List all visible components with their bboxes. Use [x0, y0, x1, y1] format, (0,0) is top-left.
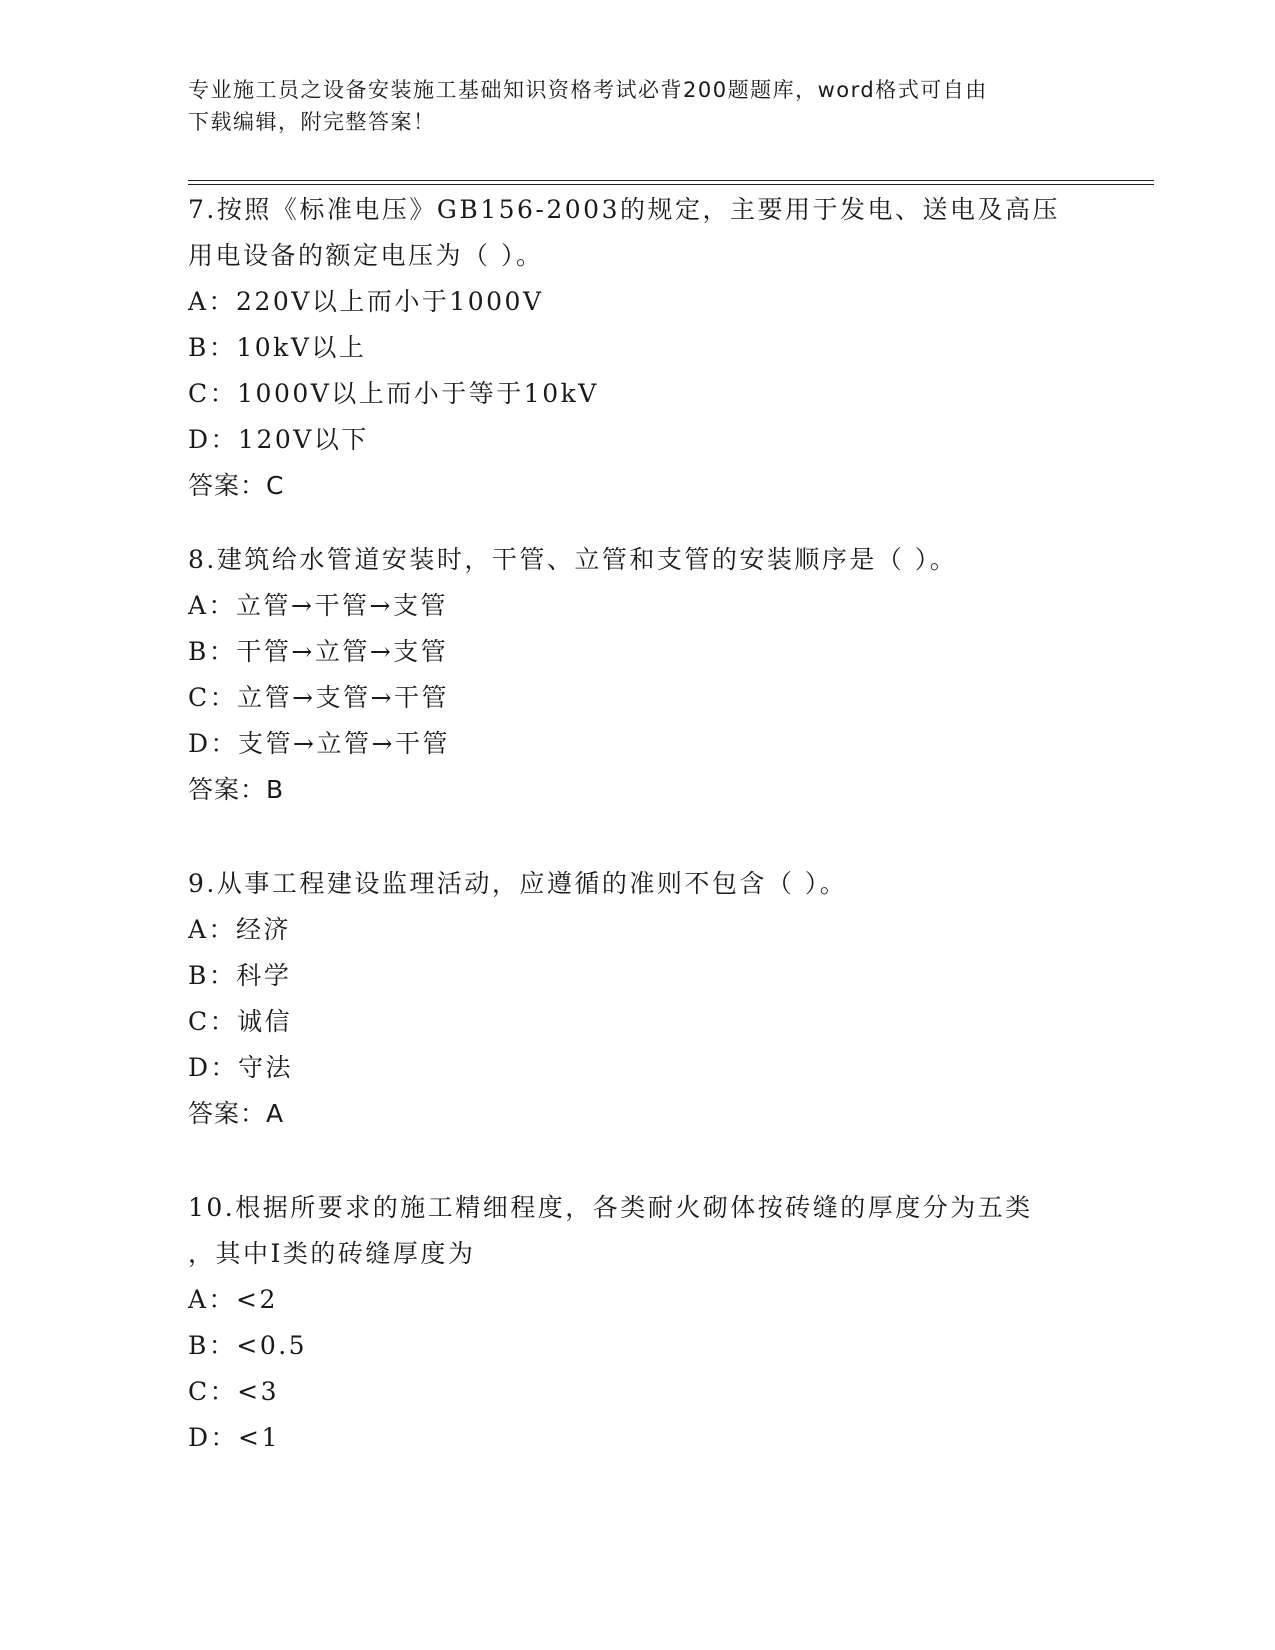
header-line-2: 下载编辑，附完整答案！ — [188, 110, 436, 134]
question-8 — [188, 537, 1078, 813]
answer-label: 答案：A — [188, 1099, 285, 1128]
option-d: D：120V以下 — [188, 425, 369, 454]
option-c: C：1000V以上而小于等于10kV — [188, 379, 599, 408]
question-7 — [188, 187, 1078, 509]
option-d: D：支管→立管→干管 — [188, 729, 450, 758]
option-b: B：科学 — [188, 961, 292, 990]
option-d: D：<1 — [188, 1423, 280, 1452]
option-b: B：干管→立管→支管 — [188, 637, 449, 666]
option-a: A：经济 — [188, 915, 292, 944]
header-divider-bottom — [188, 184, 1154, 185]
option-a: A：<2 — [188, 1285, 278, 1314]
question-9 — [188, 861, 1078, 1137]
header-divider-top — [188, 180, 1154, 181]
option-b: B：10kV以上 — [188, 333, 367, 362]
option-b: B：<0.5 — [188, 1331, 308, 1360]
answer-label: 答案：C — [188, 471, 285, 500]
option-c: C：诚信 — [188, 1007, 293, 1036]
question-stem-line: 7.按照《标准电压》GB156-2003的规定，主要用于发电、送电及高压 — [188, 195, 1060, 224]
option-a: A：立管→干管→支管 — [188, 591, 448, 620]
answer-label: 答案：B — [188, 775, 285, 804]
option-d: D：守法 — [188, 1053, 294, 1082]
document-header — [188, 74, 1068, 138]
question-stem-line: 8.建筑给水管道安装时，干管、立管和支管的安装顺序是（ ）。 — [188, 545, 958, 574]
question-stem-line: 用电设备的额定电压为（ ）。 — [188, 241, 544, 270]
question-stem-line: 9.从事工程建设监理活动，应遵循的准则不包含（ ）。 — [188, 869, 848, 898]
question-stem-line: ，其中Ⅰ类的砖缝厚度为 — [188, 1239, 476, 1268]
question-stem-line: 10.根据所要求的施工精细程度，各类耐火砌体按砖缝的厚度分为五类 — [188, 1193, 1033, 1222]
question-10 — [188, 1185, 1078, 1461]
header-line-1: 专业施工员之设备安装施工基础知识资格考试必背200题题库，word格式可自由 — [188, 78, 988, 102]
option-c: C：立管→支管→干管 — [188, 683, 450, 712]
option-a: A：220V以上而小于1000V — [188, 287, 544, 316]
option-c: C：<3 — [188, 1377, 279, 1406]
